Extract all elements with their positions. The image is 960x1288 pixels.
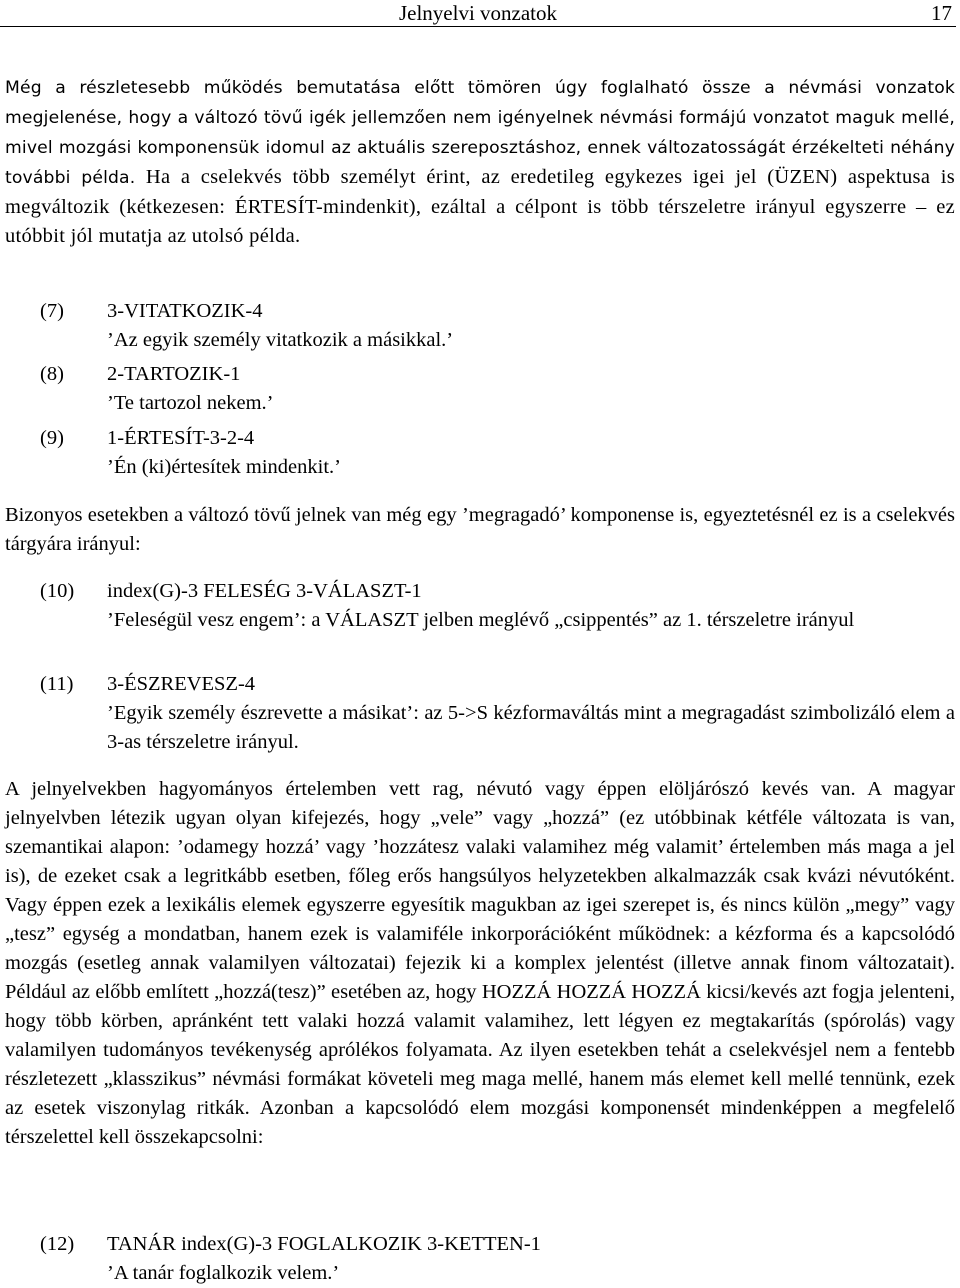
example-8 [40,360,955,418]
example-gloss: index(G)-3 FELESÉG 3-VÁLASZT-1 [107,580,422,602]
example-gloss: 3-VITATKOZIK-4 [107,300,263,322]
example-gloss: 3-ÉSZREVESZ-4 [107,673,256,695]
example-12 [40,1230,955,1288]
page-number: 17 [931,1,952,25]
example-number: (7) [40,300,64,322]
example-gloss: TANÁR index(G)-3 FOGLALKOZIK 3-KETTEN-1 [107,1233,541,1255]
example-translation: ’Én (ki)értesítek mindenkit.’ [107,456,341,478]
example-9 [40,424,955,482]
paragraph-grasping-component: Bizonyos esetekben a változó tövű jelnek van még egy ’megragadó’ komponense is, egyeztetésnél ez is a cselekvés tárgyára irányul: [5,504,955,555]
paragraph-intro-part1: Még a részletesebb működés bemutatása előtt tömören úgy foglalható össze a névmási vonzatok megjelenése, hogy a változó tövű igék jellemzően nem igényelnek névmási formájú vonzatot maguk mellé, mivel mozgási komponensük idomul az aktuális szereposztáshoz, ennek változatosságát érzékelteti néhány további példa. [5,78,955,188]
header-title: Jelnyelvi vonzatok [398,1,558,25]
example-translation: ’A tanár foglalkozik velem.’ [107,1262,340,1284]
running-header [0,0,956,27]
paragraph-intro-part2: Ha a cselekvés több személyt érint, az eredetileg egykezes igei jel (ÜZEN) aspektusa is megváltozik (kétkezesen: ÉRTESÍT-mindenkit), ezáltal a célpont is több térszeletre irányul egyszerre – ez utóbbit jól mutatja az utolsó példa. [5,166,955,247]
example-translation: ’Feleségül vesz engem’: a VÁLASZT jelben meglévő „csippentés” az 1. térszeletre irányul [107,609,855,631]
paragraph-postpositions: A jelnyelvekben hagyományos értelemben vett rag, névutó vagy éppen elöljárószó kevés van. A magyar jelnyelvben létezik ugyan olyan kifejezés, hogy „vele” vagy „hozzá” (ez utóbbinak kétféle változata is van, szemantikai alapon: ’odamegy hozzá’ vagy ’hozzátesz valaki valamihez még valamit’ értelemben más maga a jel is), de ezeket csak a legritkább esetben, főleg erős hangsúlyos helyzetekben alkalmazzák csak kvázi névutóként. Vagy éppen ezek a lexikális elemek egyszerre egyesítik magukban az igei szerepet is, és nincs külön „megy” vagy „tesz” egység a mondatban, hanem ezek is valamiféle inkorporációként működnek: a kézforma és a kapcsolódó mozgás (esetleg annak valamilyen változatai) fejezik ki a komplex jelentést (illetve annak finom változatait). Például az előbb említett „hozzá(tesz)” esetében az, hogy HOZZÁ HOZZÁ HOZZÁ kicsi/kevés azt fogja jelenteni, hogy több körben, apránként tett valaki hozzá valamit valamihez, lett légyen ez megtakarítás (spórolás) vagy valamilyen tudományos tevékenység aprólékos folyamata. Az ilyen esetekben tehát a cselekvésjel nem a fentebb részletezett „klasszikus” névmási formákat követeli meg maga mellé, hanem más elemet kell mellé tennünk, ezek az esetek viszonylag ritkák. Azonban a kapcsolódó elem mozgási komponensét mindenképpen a megfelelő térszelettel kell összekapcsolni: [5,778,955,1148]
example-gloss: 1-ÉRTESÍT-3-2-4 [107,427,255,449]
example-gloss: 2-TARTOZIK-1 [107,363,241,385]
example-11 [40,670,955,757]
example-number: (8) [40,363,64,385]
example-number: (10) [40,580,75,602]
example-translation: ’Te tartozol nekem.’ [107,392,274,414]
example-number: (11) [40,673,74,695]
paragraph-intro [5,73,955,251]
example-number: (9) [40,427,64,449]
example-translation: ’Egyik személy észrevette a másikat’: az 5->S kézformaváltás mint a megragadást szimbolizáló elem a 3-as térszeletre irányul. [107,702,955,753]
example-number: (12) [40,1233,75,1255]
example-translation: ’Az egyik személy vitatkozik a másikkal.’ [107,329,454,351]
example-7 [40,297,955,355]
example-10 [40,577,955,635]
